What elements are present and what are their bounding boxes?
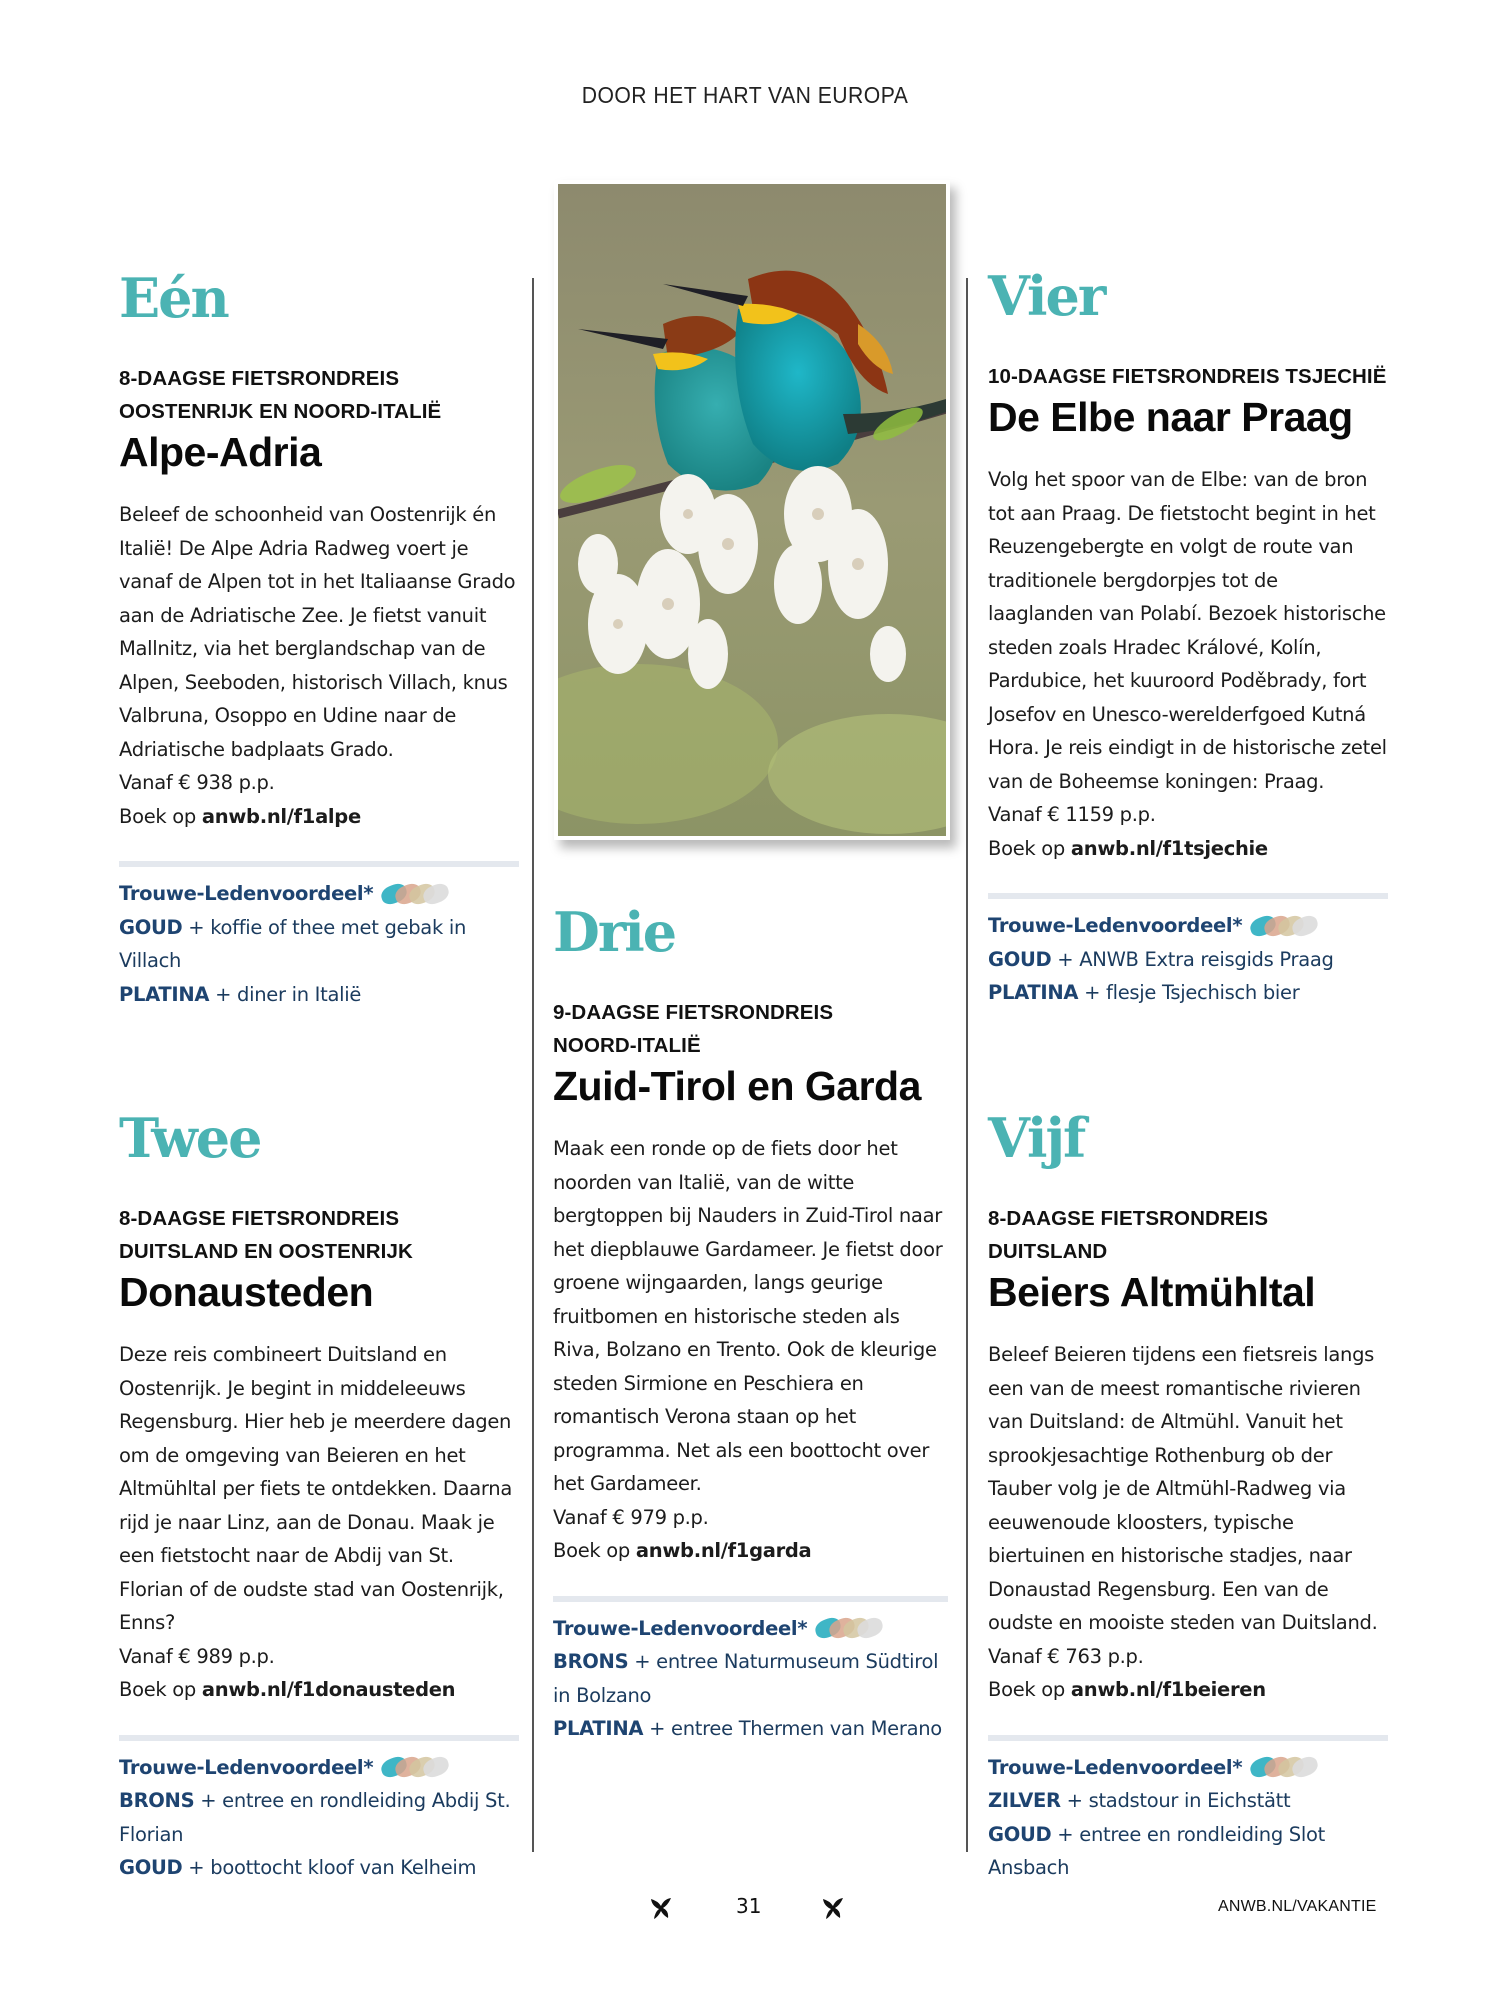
perk-tier: BRONS [119, 1789, 195, 1812]
tour-title: Beiers Altmühltal [988, 1269, 1316, 1315]
perk-text: + entree en rondleiding Abdij St. Florian [119, 1789, 511, 1846]
butterfly-icon [820, 1895, 846, 1921]
running-head: DOOR HET HART VAN EUROPA [581, 82, 909, 108]
page-number: 31 [736, 1894, 762, 1918]
bee-eater-birds-photo [558, 184, 946, 836]
perk-item [119, 1851, 519, 1885]
tour-price: Vanaf € 938 p.p. [119, 771, 275, 794]
perk-heading [553, 1612, 948, 1646]
membership-cards-icon [1250, 913, 1322, 939]
booking-link[interactable]: anwb.nl/f1beieren [1070, 1678, 1266, 1701]
perk-tier: PLATINA [988, 981, 1079, 1004]
tour-body [119, 1338, 519, 1707]
tour-kicker [119, 1202, 519, 1268]
perk-text: + flesje Tsjechisch bier [1078, 981, 1300, 1004]
tour-booking [119, 800, 519, 834]
kicker-line: 8-DAAGSE FIETSRONDREIS [119, 367, 400, 390]
tour-vijf [988, 1108, 1388, 1885]
perk-tier: BRONS [553, 1650, 629, 1673]
membership-cards-icon [1250, 1754, 1322, 1780]
perk-label: Trouwe-Ledenvoordeel* [988, 914, 1243, 937]
perk-text: + entree en rondleiding Slot Ansbach [988, 1822, 1325, 1879]
column-divider [532, 278, 534, 1852]
perk-item [988, 1818, 1388, 1885]
perk-text: + entree Naturmuseum Südtirol in Bolzano [553, 1650, 939, 1707]
perk-text: + diner in Italië [209, 982, 362, 1006]
tour-booking [553, 1534, 948, 1568]
booking-link[interactable]: anwb.nl/f1alpe [201, 804, 361, 828]
perk-heading [988, 1751, 1388, 1785]
perk-heading [119, 877, 519, 911]
tour-description: Deze reis combineert Duitsland en Oostenrijk. Je begint in middeleeuws Regensburg. Hier heb je meerdere dagen om de omgeving van Beieren en het Altmühltal per fiets te ontdekken. Daarna rijd je naar Linz, aan de Donau. Maak je een fietstocht naar de Abdij van St. Florian of de oudste stad van Oostenrijk, Enns? [119, 1343, 513, 1634]
perk-item [119, 1784, 519, 1851]
footer-url[interactable]: ANWB.NL/VAKANTIE [1218, 1898, 1377, 1915]
tour-kicker [119, 362, 519, 428]
perk-heading [988, 909, 1388, 943]
tour-price: Vanaf € 763 p.p. [988, 1644, 1144, 1668]
loyalty-perks [553, 1596, 948, 1746]
butterfly-icon [648, 1895, 674, 1921]
perk-label: Trouwe-Ledenvoordeel* [119, 882, 374, 905]
perk-heading [119, 1751, 519, 1785]
bird-photo-frame [554, 180, 950, 840]
tour-vier [988, 266, 1388, 1010]
perk-label: Trouwe-Ledenvoordeel* [553, 1616, 808, 1640]
loyalty-perks [988, 1735, 1388, 1885]
tour-number: Eén [119, 266, 228, 330]
perk-text: + stadstour in Eichstätt [1060, 1789, 1291, 1812]
tour-title: Donausteden [119, 1269, 374, 1315]
perk-tier: PLATINA [119, 982, 210, 1006]
booking-prefix: Boek op [119, 804, 202, 828]
membership-cards-icon [381, 1754, 453, 1780]
perk-label: Trouwe-Ledenvoordeel* [988, 1755, 1243, 1779]
booking-prefix: Boek op [988, 1678, 1071, 1701]
tour-een [119, 268, 519, 1011]
perk-text: + boottocht kloof van Kelheim [182, 1856, 477, 1879]
tour-kicker [988, 1202, 1388, 1268]
perk-tier: ZILVER [988, 1789, 1061, 1812]
tour-price: Vanaf € 1159 p.p. [988, 803, 1156, 826]
tour-description: Volg het spoor van de Elbe: van de bron tot aan Praag. De fietstocht begint in het Reuzengebergte en volgt de route van traditionele bergdorpjes tot de laaglanden van Polabí. Bezoek historische steden zoals Hradec Králové, Kolín, Pardubice, het kuuroord Poděbrady, fort Josefov en Unesco-werelderfgoed Kutná Hora. Je reis eindigt in de historische zetel van de Boheemse koningen: Praag. [988, 468, 1387, 793]
perk-label: Trouwe-Ledenvoordeel* [119, 1755, 374, 1779]
column-divider [966, 278, 968, 1852]
tour-body [119, 498, 519, 833]
kicker-line: 9-DAAGSE FIETSRONDREIS [553, 1001, 834, 1024]
perk-tier: PLATINA [553, 1717, 644, 1740]
kicker-line: DUITSLAND EN OOSTENRIJK [119, 1240, 413, 1263]
booking-link[interactable]: anwb.nl/f1tsjechie [1070, 836, 1268, 860]
perk-item [119, 978, 519, 1012]
kicker-line: 8-DAAGSE FIETSRONDREIS [119, 1207, 400, 1230]
perk-item [553, 1712, 948, 1746]
tour-number: Vijf [988, 1106, 1085, 1170]
booking-link[interactable]: anwb.nl/f1donausteden [201, 1678, 456, 1701]
kicker-line: 8-DAAGSE FIETSRONDREIS DUITSLAND [988, 1207, 1269, 1263]
tour-title: De Elbe naar Praag [988, 394, 1353, 440]
perk-item [119, 911, 519, 978]
perk-item [988, 943, 1388, 977]
perk-item [553, 1645, 948, 1712]
tour-number: Vier [988, 264, 1105, 328]
tour-body [553, 1132, 948, 1568]
tour-description: Maak een ronde op de fiets door het noorden van Italië, van de witte bergtoppen bij Nauders in Zuid-Tirol naar het diepblauwe Gardameer. Je fietst door groene wijngaarden, langs geurige fruitbomen en historische steden als Riva, Bolzano en Trento. Ook de kleurige steden Sirmione en Peschiera en romantisch Verona staan op het programma. Net als een boottocht over het Gardameer. [553, 1137, 943, 1495]
tour-kicker [553, 996, 948, 1062]
membership-cards-icon [815, 1615, 887, 1641]
membership-cards-icon [381, 881, 453, 907]
kicker-line: OOSTENRIJK EN NOORD-ITALIË [119, 400, 442, 423]
kicker-line: NOORD-ITALIË [553, 1034, 701, 1057]
loyalty-perks [988, 893, 1388, 1010]
perk-item [988, 1784, 1388, 1818]
booking-link[interactable]: anwb.nl/f1garda [635, 1539, 812, 1562]
tour-booking [988, 1673, 1388, 1707]
booking-prefix: Boek op [988, 836, 1071, 860]
tour-body [988, 463, 1388, 865]
perk-text: + entree Thermen van Merano [643, 1717, 942, 1740]
tour-description: Beleef Beieren tijdens een fietsreis langs een van de meest romantische rivieren van Duitsland: de Altmühl. Vanuit het sprookjesachtige Rothenburg ob der Tauber volg je de Altmühl-Radweg via eeuwenoude kloosters, typische biertuinen en historische stadjes, naar Donaustad Regensburg. Een van de oudste en mooiste steden van Duitsland. [988, 1343, 1378, 1634]
tour-drie [553, 902, 948, 1746]
tour-price: Vanaf € 979 p.p. [553, 1505, 709, 1529]
perk-text: + ANWB Extra reisgids Praag [1051, 947, 1334, 971]
tour-twee [119, 1108, 519, 1885]
tour-description: Beleef de schoonheid van Oostenrijk én Italië! De Alpe Adria Radweg voert je vanaf de Alpen tot in het Italiaanse Grado aan de Adriatische Zee. Je fietst vanuit Mallnitz, via het berglandschap van de Alpen, Seeboden, historisch Villach, knus Valbruna, Osoppo en Udine naar de Adriatische badplaats Grado. [119, 503, 516, 761]
loyalty-perks [119, 1735, 519, 1885]
tour-title: Alpe-Adria [119, 429, 322, 475]
tour-body [988, 1338, 1388, 1707]
tour-price: Vanaf € 989 p.p. [119, 1644, 275, 1668]
perk-text: + koffie of thee met gebak in Villach [119, 915, 467, 972]
perk-tier: GOUD [119, 1856, 183, 1879]
booking-prefix: Boek op [553, 1539, 636, 1562]
booking-prefix: Boek op [119, 1678, 202, 1701]
tour-booking [988, 832, 1388, 866]
tour-booking [119, 1673, 519, 1707]
kicker-line: 10-DAAGSE FIETSRONDREIS TSJECHIË [988, 365, 1387, 388]
tour-kicker [988, 360, 1388, 393]
perk-tier: GOUD [988, 947, 1052, 971]
perk-tier: GOUD [119, 915, 183, 939]
tour-title: Zuid-Tirol en Garda [553, 1063, 921, 1109]
tour-number: Twee [119, 1106, 261, 1170]
perk-item [988, 976, 1388, 1010]
perk-tier: GOUD [988, 1822, 1052, 1846]
page-footer [0, 1894, 1490, 1924]
tour-number: Drie [553, 900, 676, 964]
loyalty-perks [119, 861, 519, 1011]
